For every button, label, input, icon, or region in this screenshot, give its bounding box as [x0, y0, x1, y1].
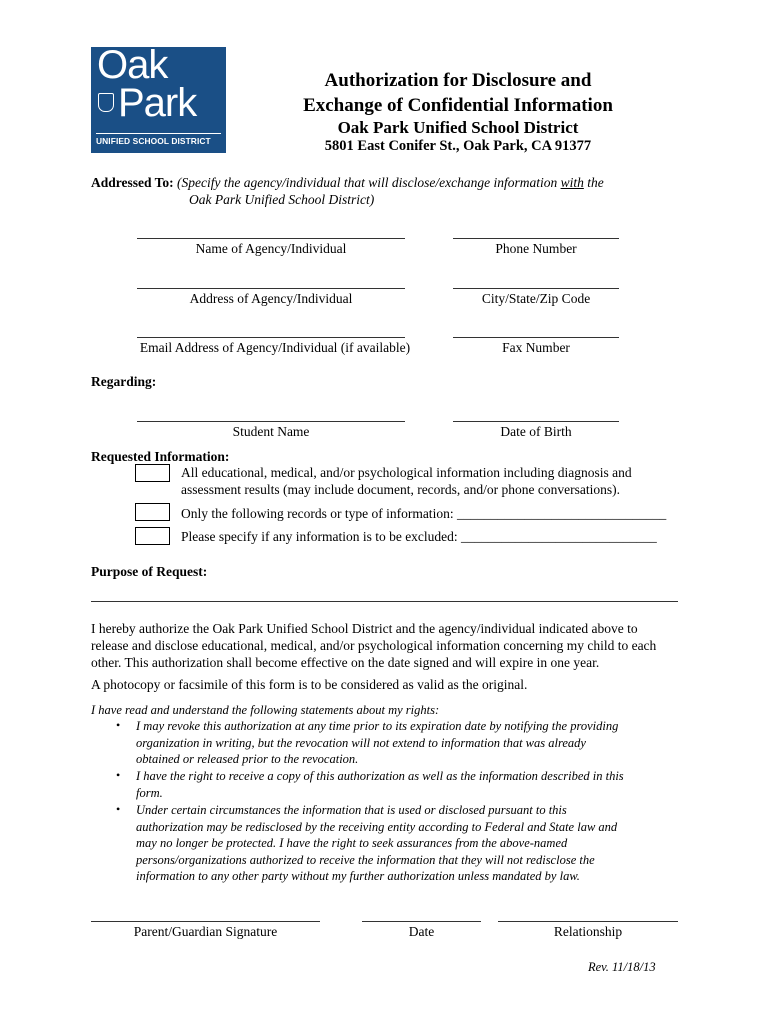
dob-field[interactable] [453, 421, 619, 422]
rights-b2-line1: I have the right to receive a copy of this authorization as well as the information described in this [136, 769, 624, 783]
rights-b3-line4: persons/organizations authorized to receive the information that they will not redisclose the [136, 852, 595, 867]
revision-date: Rev. 11/18/13 [588, 960, 656, 974]
email-field[interactable] [137, 337, 405, 338]
all-info-text-line2: assessment results (may include document, records, and/or phone conversations). [181, 482, 621, 497]
addressed-instr-post: the [583, 175, 604, 190]
rights-bullet-3 [136, 802, 617, 885]
authorization-line3: other. This authorization shall become effective on the date signed and will expire in one year. [91, 655, 600, 670]
exclusions-checkbox[interactable] [135, 527, 170, 545]
student-name-field[interactable] [137, 421, 405, 422]
logo-word-oak: Oak [97, 47, 168, 87]
city-state-zip-field[interactable] [453, 288, 619, 289]
signature-caption: Parent/Guardian Signature [133, 924, 278, 939]
rights-b3-line5: information to any other party without my further authorization unless mandated by law. [136, 869, 580, 883]
exclusions-text: Please specify if any information is to be excluded: _____________________________ [181, 529, 657, 544]
rights-b3-line1: Under certain circumstances the information that is used or disclosed pursuant to this [136, 803, 567, 817]
agency-address-caption: Address of Agency/Individual [189, 291, 353, 306]
purpose-field[interactable] [91, 601, 678, 602]
form-title-line2: Exchange of Confidential Information [303, 95, 613, 116]
agency-address-field[interactable] [137, 288, 405, 289]
rights-b1-line2: organization in writing, but the revocation will not extend to information that was already [136, 735, 586, 750]
regarding-label: Regarding: [91, 374, 157, 389]
email-caption: Email Address of Agency/Individual (if available) [139, 340, 411, 355]
purpose-label: Purpose of Request: [91, 564, 208, 579]
rights-b2-line2: form. [136, 785, 163, 800]
relationship-caption: Relationship [553, 924, 623, 939]
phone-caption: Phone Number [495, 241, 577, 256]
bullet-icon: • [116, 768, 121, 782]
addressed-instr-line2: Oak Park Unified School District) [189, 192, 375, 207]
authorization-line1: I hereby authorize the Oak Park Unified School District and the agency/individual indicated above to [91, 621, 638, 636]
rights-b1-line3: obtained or released prior to the revocation. [136, 752, 359, 766]
addressed-instr-pre: (Specify the agency/individual that will disclose/exchange information [177, 175, 561, 190]
addressed-to-line [91, 175, 604, 191]
bullet-icon: • [116, 718, 121, 732]
date-caption: Date [408, 924, 435, 939]
authorization-line2: release and disclose educational, medical, and/or psychological information concerning my child to each [91, 638, 657, 653]
rights-intro: I have read and understand the following statements about my rights: [91, 703, 440, 717]
all-info-checkbox[interactable] [135, 464, 170, 482]
photocopy-statement: A photocopy or facsimile of this form is to be considered as valid as the original. [91, 677, 528, 692]
logo-word-park: Park [118, 81, 197, 125]
addressed-to-label: Addressed To: [91, 175, 174, 190]
rights-b3-line3: may no longer be protected. I have the right to seek assurances from the above-named [136, 836, 568, 850]
rights-bullet-2 [136, 768, 624, 801]
dob-caption: Date of Birth [500, 424, 572, 439]
fax-caption: Fax Number [502, 340, 570, 355]
district-logo [91, 47, 226, 153]
logo-divider [96, 133, 221, 134]
date-field[interactable] [362, 921, 481, 922]
agency-name-field[interactable] [137, 238, 405, 239]
logo-subtitle: UNIFIED SCHOOL DISTRICT [96, 136, 211, 146]
rights-bullet-1 [136, 718, 618, 768]
signature-field[interactable] [91, 921, 320, 922]
addressed-instr-with: with [560, 175, 584, 190]
relationship-field[interactable] [498, 921, 678, 922]
rights-b1-line1: I may revoke this authorization at any time prior to its expiration date by notifying the providing [136, 719, 619, 733]
specific-records-checkbox[interactable] [135, 503, 170, 521]
requested-info-label: Requested Information: [91, 449, 230, 464]
fax-field[interactable] [453, 337, 619, 338]
authorization-paragraph [91, 620, 656, 671]
district-address: 5801 East Conifer St., Oak Park, CA 91377 [324, 138, 592, 154]
crest-icon [98, 93, 114, 112]
bullet-icon: • [116, 802, 121, 816]
district-name: Oak Park Unified School District [337, 118, 579, 137]
all-info-text-line1: All educational, medical, and/or psychological information including diagnosis and [181, 465, 632, 480]
form-title-line1: Authorization for Disclosure and [324, 70, 592, 91]
student-name-caption: Student Name [232, 424, 310, 439]
phone-field[interactable] [453, 238, 619, 239]
agency-name-caption: Name of Agency/Individual [195, 241, 347, 256]
rights-b3-line2: authorization may be redisclosed by the receiving entity according to Federal and State law and [136, 819, 618, 834]
city-state-zip-caption: City/State/Zip Code [481, 291, 591, 306]
specific-records-text: Only the following records or type of information: _______________________________ [181, 506, 667, 521]
